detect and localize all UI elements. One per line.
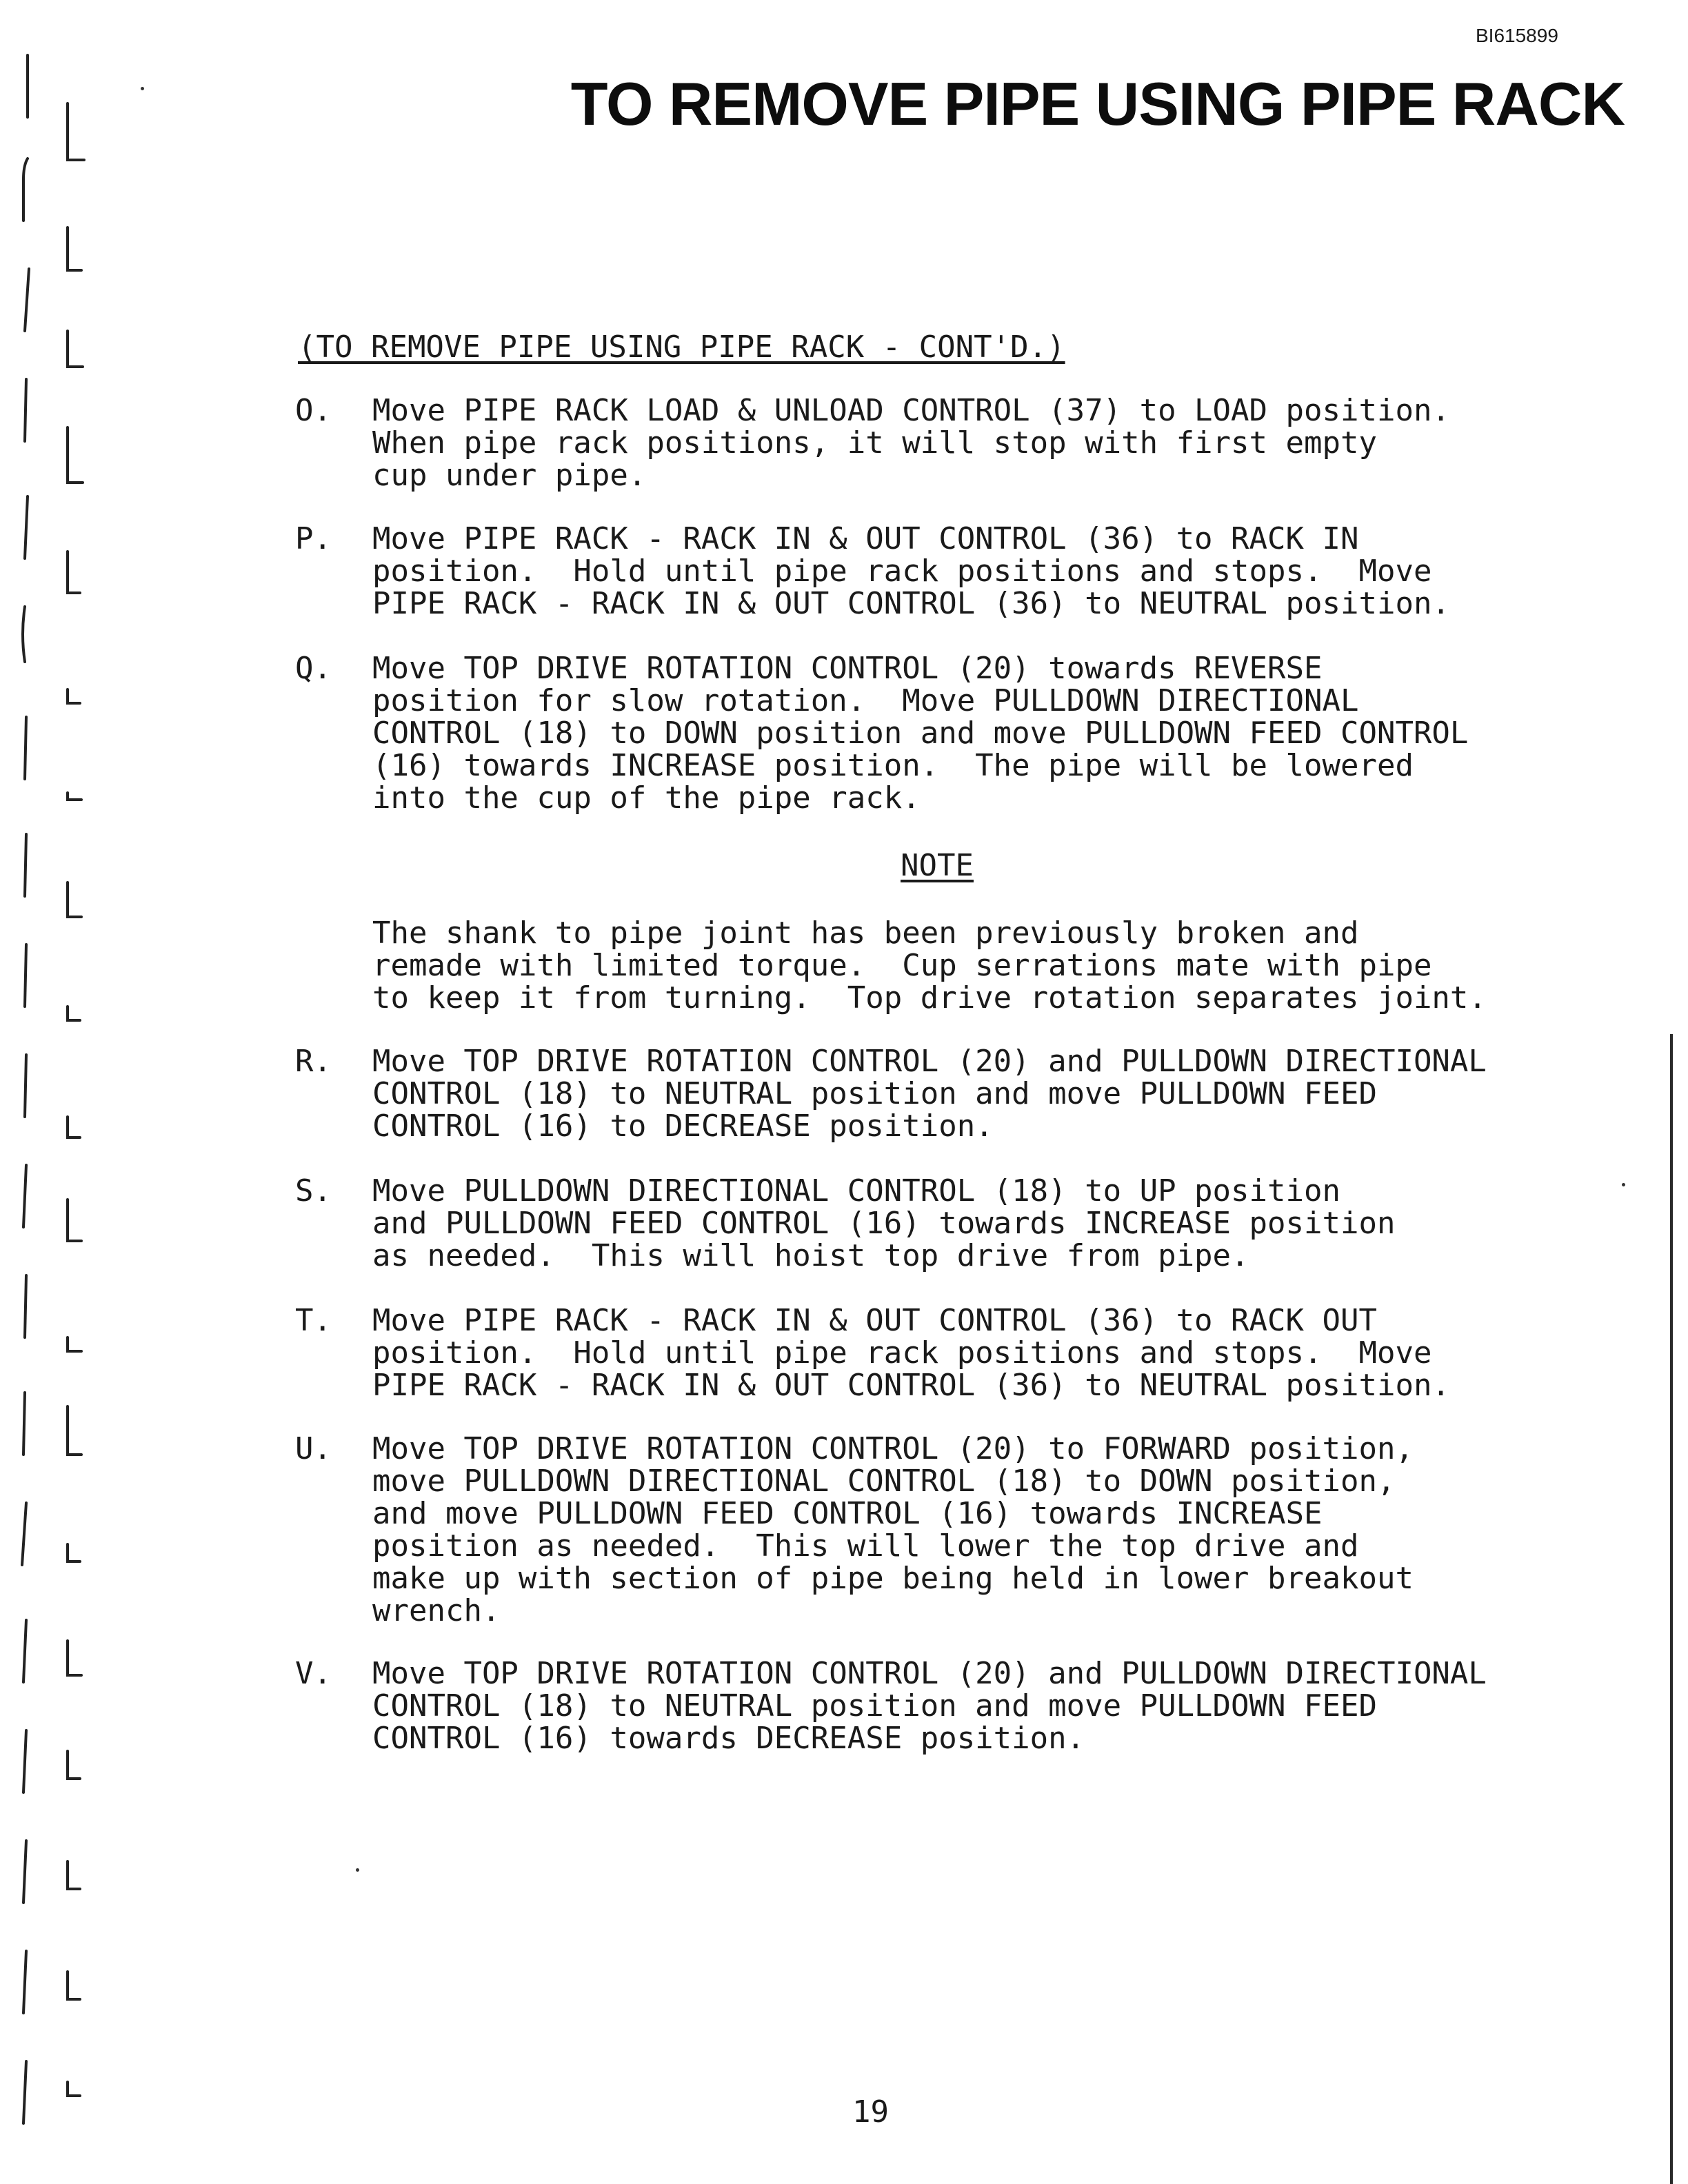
continued-heading [298, 331, 1065, 363]
step-o [0, 394, 1655, 492]
document-id: BI615899 [1476, 25, 1558, 46]
step-v [0, 1657, 1655, 1755]
step-text: Move TOP DRIVE ROTATION CONTROL (20) and PULLDOWN DIRECTIONAL CONTROL (18) to NEUTRAL position and move PULLDOWN FEED CONTROL (16) to DECREASE position. [372, 1044, 1487, 1144]
step-letter: O. [295, 393, 332, 428]
step-text: Move PULLDOWN DIRECTIONAL CONTROL (18) to UP position and PULLDOWN FEED CONTROL (16) towards INCREASE position as needed. This will hoist top drive from pipe. [372, 1173, 1396, 1273]
step-text: Move TOP DRIVE ROTATION CONTROL (20) to FORWARD position, move PULLDOWN DIRECTIONAL CONTROL (18) to DOWN position, and move PULLDOWN FEED CONTROL (16) towards INCREASE position as needed. This will lower the top drive and make up with section of pipe being held in lower breakout wrench. [372, 1431, 1414, 1628]
step-text: Move PIPE RACK LOAD & UNLOAD CONTROL (37) to LOAD position. When pipe rack positions, it will stop with first empty cup under pipe. [372, 393, 1450, 493]
scan-edge-line [1670, 1034, 1673, 2184]
page-title: TO REMOVE PIPE USING PIPE RACK [570, 70, 1625, 138]
step-s [0, 1175, 1655, 1272]
continued-heading-text: (TO REMOVE PIPE USING PIPE RACK - CONT'D.) [298, 330, 1065, 365]
step-text: Move TOP DRIVE ROTATION CONTROL (20) and PULLDOWN DIRECTIONAL CONTROL (18) to NEUTRAL position and move PULLDOWN FEED CONTROL (16) towards DECREASE position. [372, 1656, 1487, 1756]
note-text: The shank to pipe joint has been previously broken and remade with limited torque. Cup serrations mate with pipe to keep it from turning. Top drive rotation separates joint. [372, 916, 1487, 1015]
step-u [0, 1431, 1655, 1628]
step-text: Move TOP DRIVE ROTATION CONTROL (20) towards REVERSE position for slow rotation. Move PULLDOWN DIRECTIONAL CONTROL (18) to DOWN position and move PULLDOWN FEED CONTROL (16) towards INCREASE position. The pipe will be lowered into the cup of the pipe rack. [372, 651, 1469, 816]
step-text: Move PIPE RACK - RACK IN & OUT CONTROL (36) to RACK OUT position. Hold until pipe rack positions and stops. Move PIPE RACK - RACK IN & OUT CONTROL (36) to NEUTRAL position. [372, 1303, 1450, 1403]
step-letter: P. [295, 521, 332, 556]
step-letter: T. [295, 1303, 332, 1338]
step-r [0, 1045, 1655, 1142]
step-t [0, 1304, 1655, 1402]
step-p [0, 523, 1655, 620]
step-text: Move PIPE RACK - RACK IN & OUT CONTROL (36) to RACK IN position. Hold until pipe rack positions and stops. Move PIPE RACK - RACK IN & OUT CONTROL (36) to NEUTRAL position. [372, 521, 1450, 621]
note-heading: NOTE [901, 848, 974, 883]
step-letter: U. [295, 1431, 332, 1466]
step-letter: Q. [295, 651, 332, 686]
scan-speck [356, 1868, 359, 1872]
page-number: 19 [852, 2094, 889, 2130]
step-letter: R. [295, 1044, 332, 1079]
step-letter: V. [295, 1656, 332, 1691]
step-q [0, 651, 1655, 816]
step-letter: S. [295, 1173, 332, 1209]
